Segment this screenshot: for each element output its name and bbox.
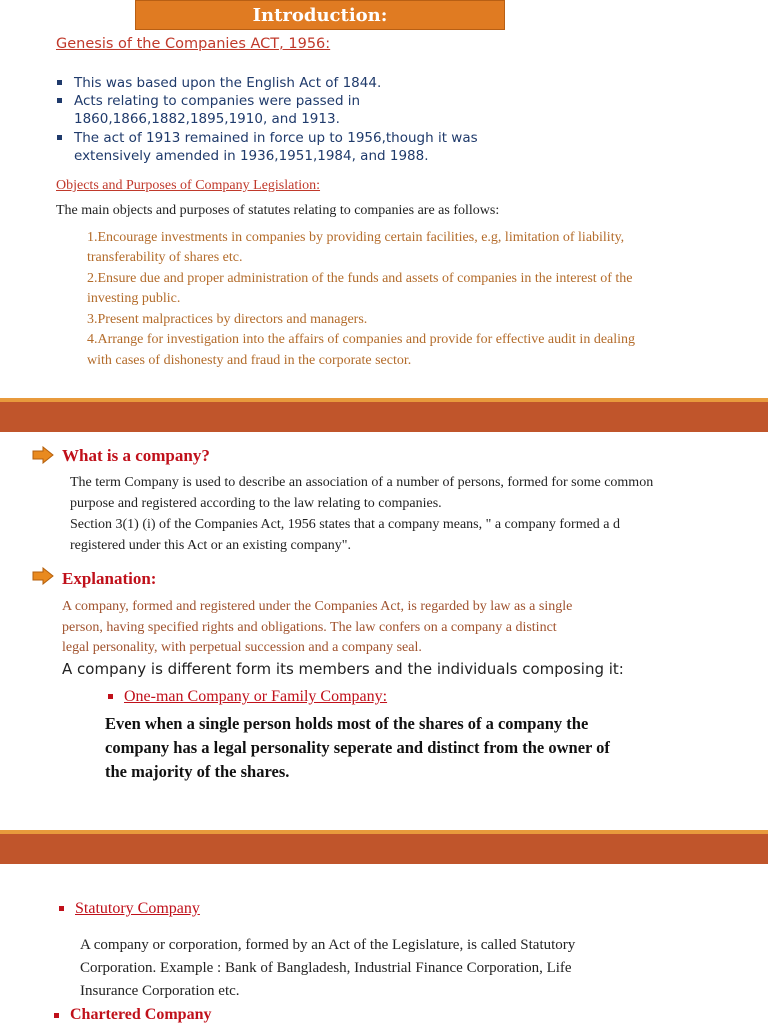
bullet-square-icon <box>108 694 113 699</box>
one-man-line: Even when a single person holds most of the shares of a company the <box>105 714 589 733</box>
explanation-heading: Explanation: <box>62 569 157 588</box>
chartered-heading: Chartered Company <box>70 1006 212 1023</box>
company-line: purpose and registered according to the law relating to companies. <box>70 496 442 511</box>
bullet-continuation: 1860,1866,1882,1895,1910, and 1913. <box>74 111 340 127</box>
intro-title: Introduction: <box>135 0 505 30</box>
objects-line: 4.Arrange for investigation into the affairs of companies and provide for effective audit in dealing <box>87 332 636 347</box>
objects-line: investing public. <box>87 291 181 306</box>
company-line: registered under this Act or an existing company". <box>70 538 351 553</box>
objects-line: 3.Present malpractices by directors and managers. <box>87 312 368 327</box>
objects-line: 2.Ensure due and proper administration of the funds and assets of companies in the interest of the <box>87 271 633 286</box>
bullet-square-icon <box>57 80 62 85</box>
company-line: The term Company is used to describe an association of a number of persons, formed for some common <box>70 475 654 490</box>
bullet-square-icon <box>57 98 62 103</box>
company-heading: What is a company? <box>62 446 210 465</box>
divider-band <box>0 402 768 432</box>
one-man-line: company has a legal personality seperate and distinct from the owner of <box>105 738 610 757</box>
one-man-heading: One-man Company or Family Company: <box>124 688 388 705</box>
arrow-right-icon <box>32 446 54 464</box>
statutory-line: A company or corporation, formed by an Act of the Legislature, is called Statutory <box>80 937 576 953</box>
one-man-line: the majority of the shares. <box>105 762 290 781</box>
bullet-text: Acts relating to companies were passed in <box>74 93 361 109</box>
bullet-continuation: extensively amended in 1936,1951,1984, and 1988. <box>74 148 429 164</box>
bullet-item <box>74 74 381 92</box>
explanation-line: A company, formed and registered under the Companies Act, is regarded by law as a single <box>62 599 573 614</box>
objects-heading: Objects and Purposes of Company Legislation: <box>56 178 321 193</box>
objects-intro: The main objects and purposes of statutes relating to companies are as follows: <box>56 203 500 218</box>
objects-line: with cases of dishonesty and fraud in the corporate sector. <box>87 353 412 368</box>
genesis-heading: Genesis of the Companies ACT, 1956: <box>56 36 331 52</box>
explanation-line: legal personality, with perpetual succession and a company seal. <box>62 640 422 655</box>
bullet-item <box>74 129 478 147</box>
bullet-item <box>74 92 360 110</box>
statutory-line: Corporation. Example : Bank of Bangladesh, Industrial Finance Corporation, Life <box>80 960 572 976</box>
statutory-line: Insurance Corporation etc. <box>80 983 240 999</box>
different-line: A company is different form its members and the individuals composing it: <box>62 660 624 678</box>
objects-line: transferability of shares etc. <box>87 250 243 265</box>
objects-line: 1.Encourage investments in companies by providing certain facilities, e.g, limitation of liability, <box>87 230 625 245</box>
divider-band <box>0 834 768 864</box>
explanation-line: person, having specified rights and obligations. The law confers on a company a distinct <box>62 620 557 635</box>
bullet-text: This was based upon the English Act of 1844. <box>74 75 382 91</box>
bullet-square-icon <box>57 135 62 140</box>
company-line: Section 3(1) (i) of the Companies Act, 1956 states that a company means, " a company formed a d <box>70 517 621 532</box>
arrow-right-icon <box>32 567 54 585</box>
bullet-square-icon <box>54 1013 59 1018</box>
bullet-square-icon <box>59 906 64 911</box>
statutory-heading: Statutory Company <box>75 900 200 917</box>
bullet-text: The act of 1913 remained in force up to 1956,though it was <box>74 130 478 146</box>
